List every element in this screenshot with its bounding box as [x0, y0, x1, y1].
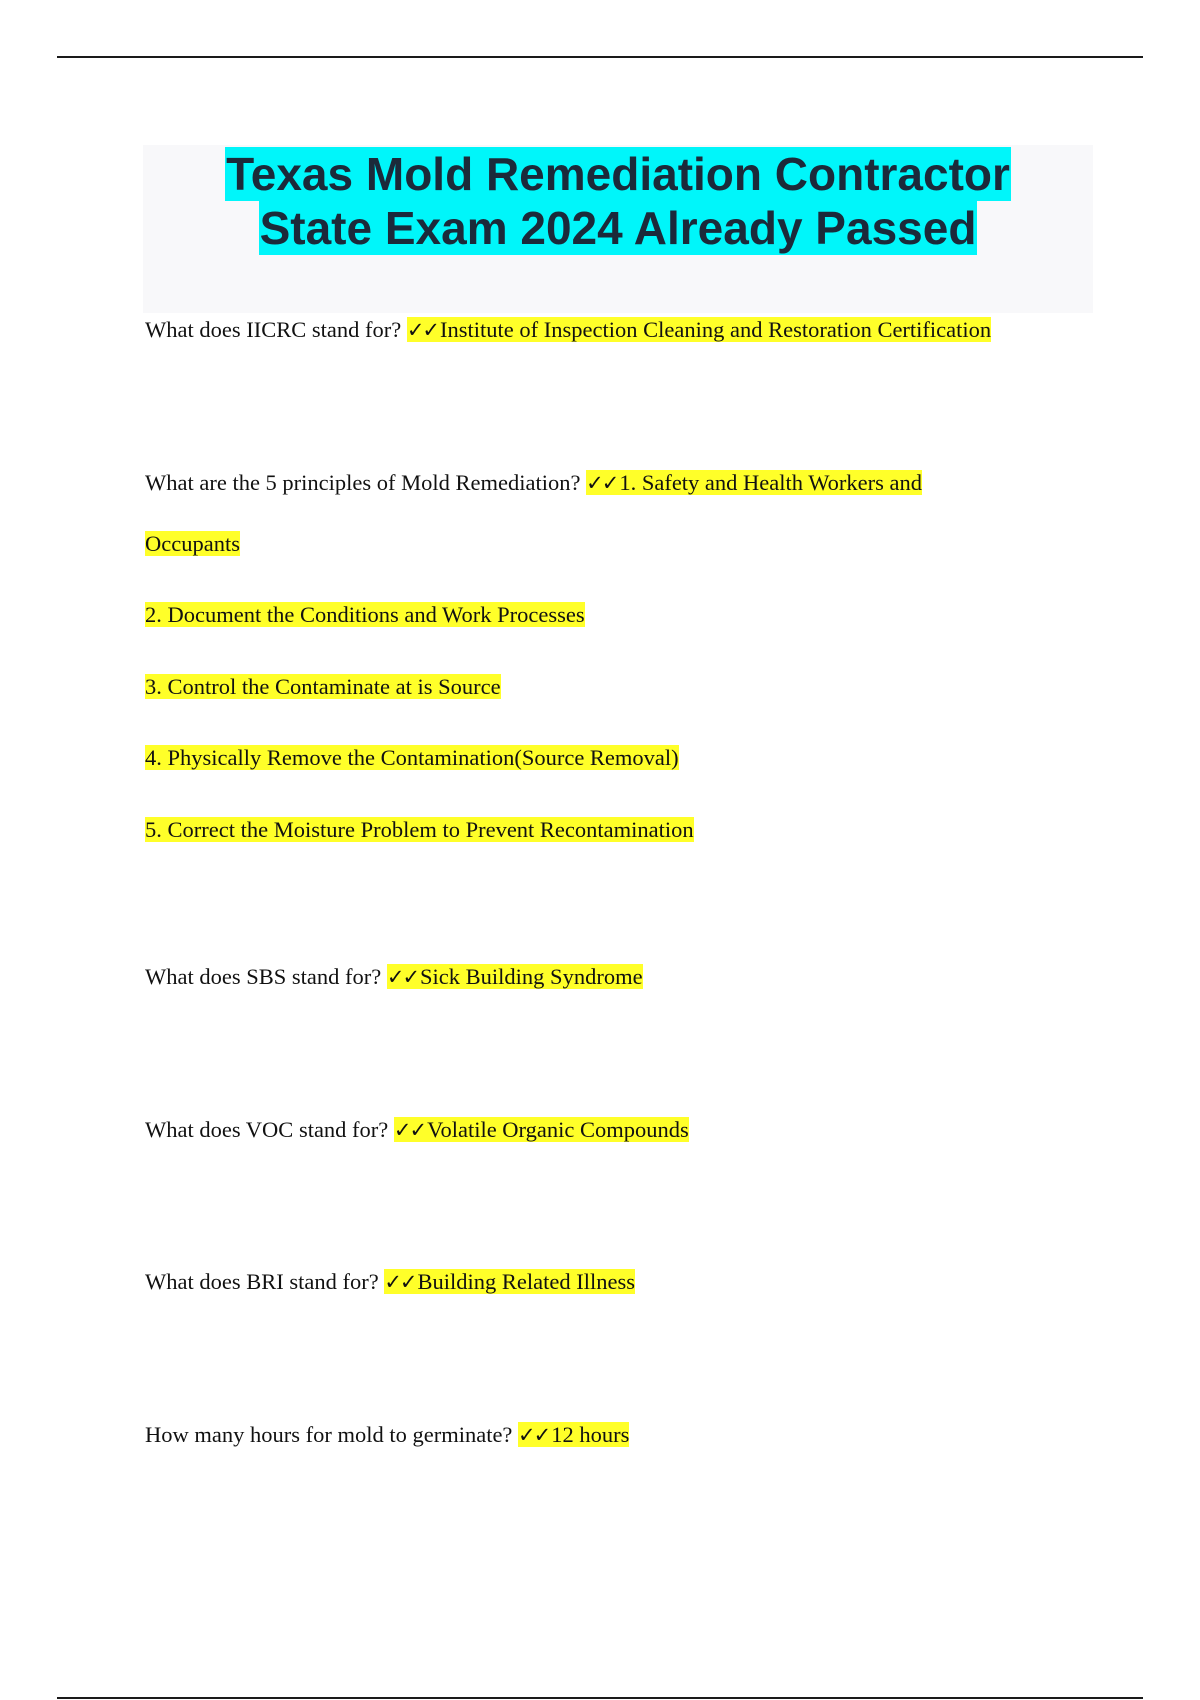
page-title-line-2: State Exam 2024 Already Passed: [259, 202, 977, 254]
answer-text: Volatile Organic Compounds: [427, 1117, 689, 1142]
qa-item-iicrc: [145, 315, 991, 345]
double-check-icon: ✓✓: [384, 1270, 416, 1294]
answer-highlight: [586, 470, 922, 495]
answer-text: Occupants: [145, 531, 240, 556]
double-check-icon: ✓✓: [386, 965, 419, 989]
answer-text: 5. Correct the Moisture Problem to Prevent Recontamination: [145, 817, 694, 842]
question-text: What does IICRC stand for?: [145, 317, 402, 342]
answer-list-item: [145, 672, 501, 702]
answer-highlight: [387, 964, 643, 989]
answer-text: Sick Building Syndrome: [420, 964, 643, 989]
page-title-line-1: Texas Mold Remediation Contractor: [226, 148, 1010, 200]
answer-text: 1. Safety and Health Workers and: [619, 470, 923, 495]
answer-text: Institute of Inspection Cleaning and Restoration Certification: [440, 317, 992, 342]
answer-list-item: [145, 600, 585, 630]
qa-item-sbs: [145, 962, 643, 992]
answer-continuation: [145, 529, 240, 559]
question-text: What does VOC stand for?: [145, 1117, 389, 1142]
double-check-icon: ✓✓: [586, 471, 618, 495]
answer-text: 3. Control the Contaminate at is Source: [145, 674, 501, 699]
answer-text: Building Related Illness: [417, 1269, 636, 1294]
double-check-icon: ✓✓: [406, 318, 439, 342]
qa-item-principles: [145, 468, 922, 498]
double-check-icon: ✓✓: [518, 1423, 550, 1447]
title-banner: [143, 145, 1093, 313]
answer-highlight: [407, 317, 991, 342]
qa-item-bri: [145, 1267, 635, 1297]
question-text: What does SBS stand for?: [145, 964, 382, 989]
double-check-icon: ✓✓: [393, 1118, 426, 1142]
qa-item-germinate: [145, 1420, 629, 1450]
answer-highlight: [518, 1422, 629, 1447]
answer-text: 4. Physically Remove the Contamination(Source Removal): [145, 745, 679, 770]
answer-list-item: [145, 743, 679, 773]
question-text: What are the 5 principles of Mold Remediation?: [145, 470, 581, 495]
top-rule: [57, 56, 1143, 58]
answer-list-item: [145, 815, 694, 845]
answer-text: 2. Document the Conditions and Work Processes: [145, 602, 585, 627]
answer-text: 12 hours: [551, 1422, 630, 1447]
question-text: What does BRI stand for?: [145, 1269, 379, 1294]
bottom-rule: [57, 1697, 1143, 1699]
question-text: How many hours for mold to germinate?: [145, 1422, 513, 1447]
answer-highlight: [394, 1117, 689, 1142]
qa-item-voc: [145, 1115, 689, 1145]
answer-highlight: [384, 1269, 635, 1294]
